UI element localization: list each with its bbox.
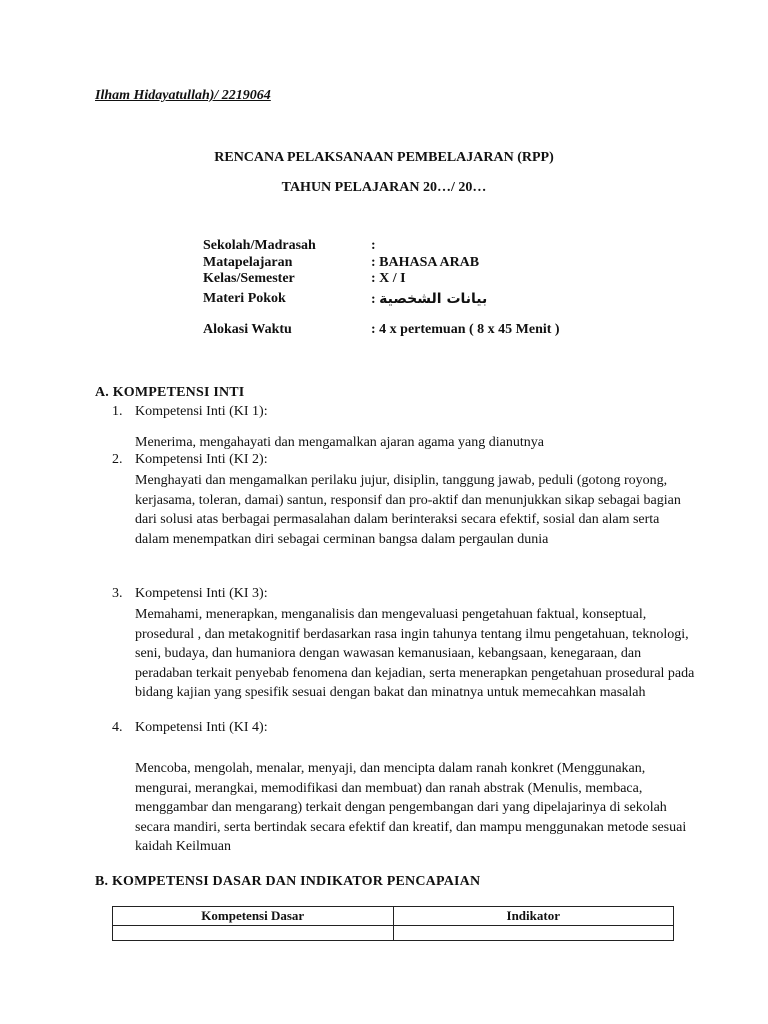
time-value: : 4 x pertemuan ( 8 x 45 Menit ) [371, 322, 560, 337]
topic-colon: : [371, 292, 376, 307]
table-row [113, 926, 674, 941]
class-value: : X / I [371, 271, 406, 286]
ki4-number: 4. [112, 720, 123, 735]
subject-value: : BAHASA ARAB [371, 255, 480, 270]
academic-year: TAHUN PELAJARAN 20…/ 20… [281, 180, 487, 195]
ki4-title: Kompetensi Inti (KI 4): [135, 720, 268, 735]
section-b-heading: B. KOMPETENSI DASAR DAN INDIKATOR PENCAPAIAN [95, 874, 481, 889]
col-indikator: Indikator [393, 907, 674, 926]
school-label: Sekolah/Madrasah [203, 238, 316, 253]
competency-table [112, 906, 674, 941]
ki1-text: Menerima, mengahayati dan mengamalkan ajaran agama yang dianutnya [135, 435, 544, 450]
topic-value-row [371, 291, 487, 308]
ki4-text: Mencoba, mengolah, menalar, menyaji, dan mencipta dalam ranah konkret (Menggunakan, mengurai, merangkai, memodifikasi dan membuat) dan ranah abstrak (Menulis, membaca, menggambar dan mengarang) terkait dengan pengembangan dari yang dipelajarinya di sekolah secara mandiri, serta bertindak secara efektif dan kreatif, dan mampu menggunakan metode sesuai kaidah Keilmuan [135, 761, 687, 854]
ki2-text: Menghayati dan mengamalkan perilaku jujur, disiplin, tanggung jawab, peduli (gotong royong, kerjasama, toleran, damai) santun, responsif dan pro-aktif dan menunjukkan sikap sebagai bagian dari solusi atas berbagai permasalahan dalam berinteraksi secara efektif, sosial dan alam serta dalam menempatkan diri sebagai cerminan bangsa dalam pergaulan dunia [135, 473, 681, 547]
ki3-title: Kompetensi Inti (KI 3): [135, 586, 268, 601]
table-cell-indikator [393, 926, 674, 941]
class-label: Kelas/Semester [203, 271, 295, 286]
table-cell-kd [113, 926, 394, 941]
author-name: Ilham Hidayatullah)/ 2219064 [95, 88, 271, 103]
ki2-title: Kompetensi Inti (KI 2): [135, 452, 268, 467]
topic-value: بيانات الشخصية [379, 291, 488, 307]
subject-label: Matapelajaran [203, 255, 293, 270]
table-header-row [113, 907, 674, 926]
ki3-number: 3. [112, 586, 123, 601]
ki1-number: 1. [112, 404, 123, 419]
ki1-title: Kompetensi Inti (KI 1): [135, 404, 268, 419]
document-title: RENCANA PELAKSANAAN PEMBELAJARAN (RPP) [214, 150, 554, 165]
time-label: Alokasi Waktu [203, 322, 292, 337]
section-a-heading: A. KOMPETENSI INTI [95, 385, 245, 400]
col-kompetensi-dasar: Kompetensi Dasar [113, 907, 394, 926]
school-value: : [371, 238, 376, 253]
topic-label: Materi Pokok [203, 291, 286, 306]
ki2-number: 2. [112, 452, 123, 467]
ki3-text: Memahami, menerapkan, menganalisis dan mengevaluasi pengetahuan faktual, konseptual, prosedural , dan metakognitif berdasarkan rasa ingin tahunya tentang ilmu pengetahuan, teknologi, seni, budaya, dan humaniora dengan wawasan kemanusiaan, kebangsaan, kenegaraan, dan peradaban terkait penyebab fenomena dan kejadian, serta menerapkan pengetahuan prosedural pada bidang kajian yang spesifik sesuai dengan bakat dan minatnya untuk memecahkan masalah [135, 607, 695, 700]
